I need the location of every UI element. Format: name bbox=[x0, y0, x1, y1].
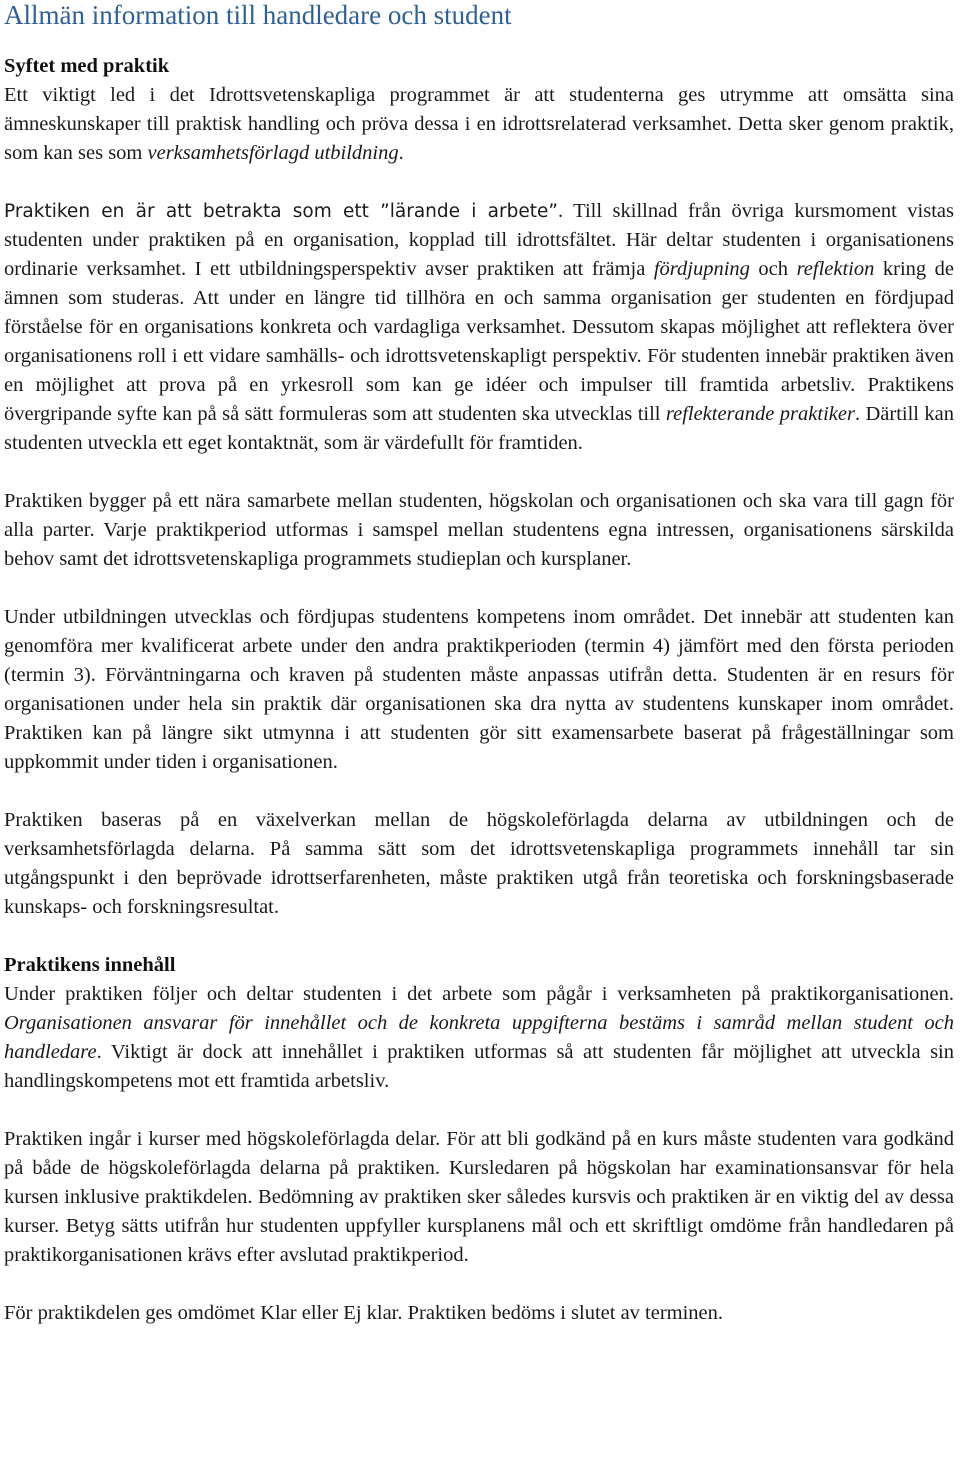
paragraph-innehall-intro bbox=[4, 980, 954, 1096]
text-run-sans: Praktiken en är att betrakta som ett ”lärande i arbete” bbox=[4, 201, 558, 222]
paragraph-larande-i-arbete bbox=[4, 197, 954, 458]
emphasis-reflekterande-praktiker: reflekterande praktiker bbox=[665, 403, 855, 425]
spacer bbox=[4, 574, 954, 603]
text-run: . Till skillnad från övriga kursmoment vistas studenten under praktiken på en organisation, kopplad till idrottsfältet. Här deltar studenten i organisationens ordinarie verksamhet. I ett utbildningsperspektiv avser praktiken att främja bbox=[4, 200, 954, 280]
text-run: Under praktiken följer och deltar studenten i det arbete som pågår i verksamheten på praktikorganisationen. bbox=[4, 983, 954, 1005]
spacer bbox=[4, 1096, 954, 1125]
page-title: Allmän information till handledare och student bbox=[4, 0, 512, 30]
text-run: kring de ämnen som studeras. Att under en längre tid tillhöra en och samma organisation ger studenten en fördjupad förståelse för en organisations konkreta och vardagliga verksamhet. Dessutom skapas möjlighet att reflektera över organisationens roll i ett vidare samhälls- och idrottsvetenskapligt perspektiv. För studenten innebär praktiken även en möjlighet att prova på en yrkesroll som kan ge idéer och impulser till framtida arbetsliv. Praktikens övergripande syfte kan på så sätt formuleras som att studenten ska utvecklas till bbox=[4, 258, 955, 425]
paragraph-syfte-intro bbox=[4, 81, 954, 168]
text-run: och bbox=[749, 258, 797, 280]
emphasis-organisationen-ansvarar: Organisationen ansvarar för innehållet och de konkreta uppgifterna bestäms i samråd mellan student och handledare bbox=[4, 1012, 954, 1063]
paragraph-omdome: För praktikdelen ges omdömet Klar eller Ej klar. Praktiken bedöms i slutet av terminen. bbox=[4, 1302, 724, 1324]
spacer bbox=[4, 777, 954, 806]
emphasis-fordjupning: fördjupning bbox=[653, 258, 750, 280]
emphasis-reflektion: reflektion bbox=[796, 258, 875, 280]
paragraph-samarbete: Praktiken bygger på ett nära samarbete mellan studenten, högskolan och organisationen och ska vara till gagn för alla parter. Varje praktikperiod utformas i samspel mellan studentens egna intressen, organisationens särskilda behov samt det idrottsvetenskapliga programmets studieplan och kursplaner. bbox=[4, 490, 954, 570]
spacer bbox=[4, 458, 954, 487]
spacer bbox=[4, 30, 954, 52]
text-run: . Därtill kan studenten utveckla ett eget kontaktnät, som är värdefullt för framtiden. bbox=[4, 403, 954, 454]
spacer bbox=[4, 1270, 954, 1299]
paragraph-kompetens: Under utbildningen utvecklas och fördjupas studentens kompetens inom området. Det innebär att studenten kan genomföra mer kvalificerat arbete under den andra praktikperioden (termin 4) jämfört med den första perioden (termin 3). Förväntningarna och kraven på studenten måste anpassas utifrån detta. Studenten är en resurs för organisationen under hela sin praktik där organisationen ska dra nytta av studentens kunskaper inom området. Praktiken kan på längre sikt utmynna i att studenten gör sitt examensarbete baserat på frågeställningar som uppkommit under tiden i organisationen. bbox=[4, 606, 954, 773]
spacer bbox=[4, 922, 954, 951]
paragraph-bedomning: Praktiken ingår i kurser med högskoleförlagda delar. För att bli godkänd på en kurs måste studenten vara godkänd på både de högskoleförlagda delarna på praktiken. Kursledaren på högskolan har examinationsansvar för hela kursen inklusive praktikdelen. Bedömning av praktiken sker således kursvis och praktiken är en viktig del av dessa kurser. Betyg sätts utifrån hur studenten uppfyller kursplanens mål och ett skriftligt omdöme från handledaren på praktikorganisationen krävs efter avslutad praktikperiod. bbox=[4, 1128, 954, 1266]
section-heading-innehall: Praktikens innehåll bbox=[4, 954, 176, 976]
emphasis-verksamhetsforlagd: verksamhetsförlagd utbildning bbox=[147, 142, 399, 164]
spacer bbox=[4, 168, 954, 197]
text-run: . Viktigt är dock att innehållet i praktiken utformas så att studenten får möjlighet att utveckla sin handlingskompetens mot ett framtida arbetsliv. bbox=[4, 1041, 954, 1092]
section-heading-syfte: Syftet med praktik bbox=[4, 55, 170, 77]
paragraph-vaxelverkan: Praktiken baseras på en växelverkan mellan de högskoleförlagda delarna av utbildningen och de verksamhetsförlagda delarna. På samma sätt som det idrottsvetenskapliga programmets innehåll tar sin utgångspunkt i den beprövade idrottserfarenheten, måste praktiken utgå från teoretiska och forskningsbaserade kunskaps- och forskningsresultat. bbox=[4, 809, 954, 918]
text-run: . bbox=[398, 142, 404, 164]
text-run: Ett viktigt led i det Idrottsvetenskapliga programmet är att studenterna ges utrymme att omsätta sina ämneskunskaper till praktisk handling och pröva dessa i en idrottsrelaterad verksamhet. Detta sker genom praktik, som kan ses som bbox=[4, 84, 954, 164]
